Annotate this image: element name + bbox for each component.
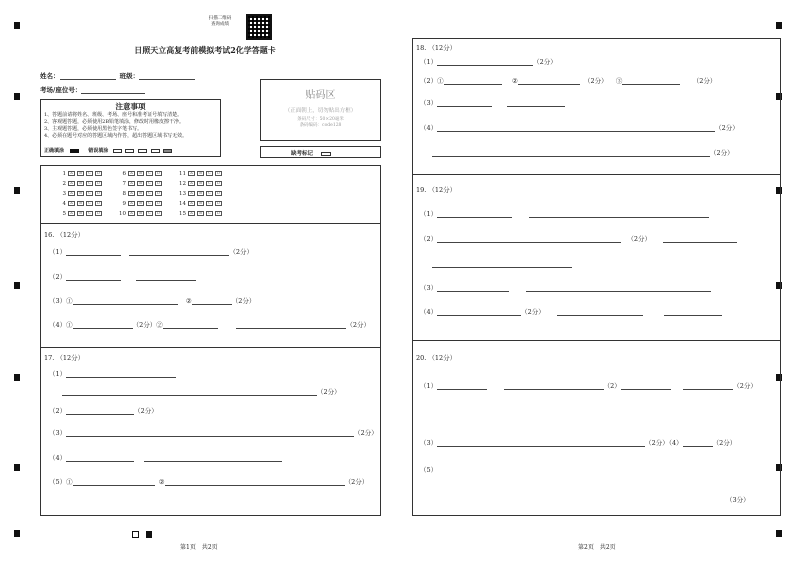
mcq-option-d[interactable]: D [215,201,222,206]
mcq-option-c[interactable]: C [86,181,93,186]
mcq-option-a[interactable]: A [128,211,135,216]
mcq-option-a[interactable]: A [188,191,195,196]
mcq-question-12 [178,181,222,188]
mcq-question-9 [118,201,162,208]
section-divider [40,347,381,348]
wrong-fill-icon [125,149,134,153]
mcq-option-d[interactable]: D [95,201,102,206]
mcq-option-a[interactable]: A [68,211,75,216]
qr-caption-line: 扫描二维码 [208,16,232,21]
mcq-number: 7 [122,181,126,187]
mcq-question-3 [58,191,102,198]
mcq-option-c[interactable]: C [146,211,153,216]
mcq-option-b[interactable]: B [197,211,204,216]
registration-mark [776,22,782,29]
mcq-option-d[interactable]: D [155,201,162,206]
mcq-option-d[interactable]: D [215,191,222,196]
section-divider [412,174,781,175]
mcq-option-b[interactable]: B [137,211,144,216]
mcq-question-6 [118,171,162,178]
mcq-option-a[interactable]: A [188,201,195,206]
registration-mark [14,93,20,100]
mcq-option-b[interactable]: B [197,171,204,176]
q20-score: （3分） [726,496,750,504]
mcq-number: 6 [122,171,126,177]
wrong-fill-icon [163,149,172,153]
fill-example [44,147,172,154]
barcode-size: 条码尺寸：50×20毫米 [297,117,344,122]
qr-caption-line: 查询成绩 [211,22,229,27]
barcode-code: 条码编码：code128 [299,123,342,128]
mcq-option-d[interactable]: D [155,181,162,186]
mcq-option-b[interactable]: B [77,181,84,186]
name-field[interactable] [40,72,195,80]
q19-line-2b[interactable] [432,260,572,268]
q18-line-1[interactable]: （1） （2分） [420,58,557,66]
mcq-number: 3 [62,191,66,197]
absent-label: 缺考标记 [291,151,314,157]
section-divider [412,340,781,341]
mcq-question-4 [58,201,102,208]
mcq-option-a[interactable]: A [68,181,75,186]
mcq-question-7 [118,181,162,188]
mcq-option-b[interactable]: B [137,191,144,196]
registration-mark [14,464,20,471]
page-number-2: 第2页 共2页 [578,544,616,551]
notice-title: 注意事项 [115,102,146,111]
notice-item: 2、客观题答题，必须使用2B铅笔填涂，修改时用橡皮擦干净。 [44,119,185,125]
mcq-question-1 [58,171,102,178]
notice-item: 4、必须在题号对应的答题区域内作答，超出答题区域书写无效。 [44,133,188,139]
registration-mark [14,282,20,289]
mcq-option-b[interactable]: B [77,211,84,216]
mcq-option-c[interactable]: C [86,191,93,196]
mcq-option-d[interactable]: D [95,171,102,176]
q20-line-1[interactable]: （1） （2） （2分） [420,382,757,390]
mcq-question-14 [178,201,222,208]
q17-line-1a[interactable]: （1） [49,370,176,378]
notice-box [40,99,221,157]
wrong-fill-icon [113,149,122,153]
mcq-option-d[interactable]: D [95,191,102,196]
question-19-title: 19. （12分） [416,186,457,194]
mcq-option-d[interactable]: D [215,181,222,186]
mcq-question-15 [178,211,222,218]
mcq-option-d[interactable]: D [155,191,162,196]
q16-line-4[interactable]: （4）① （2分）② （2分） [49,321,371,329]
mcq-option-c[interactable]: C [206,181,213,186]
mcq-option-d[interactable]: D [215,211,222,216]
registration-mark [14,530,20,537]
page-number-1: 第1页 共2页 [180,544,218,551]
mcq-number: 15 [179,211,186,217]
mcq-option-b[interactable]: B [137,181,144,186]
mcq-option-b[interactable]: B [77,191,84,196]
mcq-option-c[interactable]: C [206,191,213,196]
mcq-number: 12 [179,181,186,187]
mcq-option-a[interactable]: A [188,181,195,186]
correct-fill-icon [70,149,79,153]
name-label: 姓名： [40,72,60,80]
page-title: 日照天立高复考前模拟考试2化学答题卡 [134,45,276,55]
mcq-option-c[interactable]: C [146,191,153,196]
mcq-number: 10 [119,211,126,217]
q20-line-2[interactable]: （3） （2分）（4） （2分） [420,439,737,447]
mcq-number: 2 [62,181,66,187]
q17-line-1b[interactable]: （2分） [62,388,341,396]
mcq-question-5 [58,211,102,218]
mcq-option-b[interactable]: B [197,181,204,186]
qr-caption [200,16,240,28]
absent-mark-box[interactable] [260,146,381,158]
wrong-fill-icon [138,149,147,153]
mcq-number: 1 [62,171,66,177]
mcq-option-a[interactable]: A [128,181,135,186]
q18-line-4[interactable]: （4） （2分） [420,124,739,132]
mcq-option-b[interactable]: B [197,191,204,196]
mcq-option-c[interactable]: C [146,181,153,186]
mcq-number: 4 [62,201,66,207]
section-divider [40,223,381,224]
q20-line-3[interactable]: （5） [420,466,438,474]
page-marker-solid [146,531,152,538]
qr-code-icon [246,14,272,40]
mcq-question-10 [118,211,162,218]
mcq-option-b[interactable]: B [137,201,144,206]
mcq-option-c[interactable]: C [206,211,213,216]
registration-mark [14,374,20,381]
exam-seat-field[interactable] [40,86,145,94]
mcq-option-c[interactable]: C [86,171,93,176]
mcq-option-a[interactable]: A [68,171,75,176]
notice-item: 3、主观题答题，必须使用黑色签字笔书写。 [44,126,143,132]
mcq-option-d[interactable]: D [155,171,162,176]
registration-mark [14,187,20,194]
page-marker-hollow [132,531,139,538]
mcq-question-13 [178,191,222,198]
mcq-number: 5 [62,211,66,217]
mcq-option-a[interactable]: A [128,171,135,176]
mcq-option-a[interactable]: A [128,191,135,196]
mcq-option-d[interactable]: D [155,211,162,216]
mcq-option-c[interactable]: C [146,171,153,176]
mcq-option-a[interactable]: A [68,201,75,206]
class-label: 班级： [119,72,140,80]
mcq-option-a[interactable]: A [68,191,75,196]
mcq-option-b[interactable]: B [77,171,84,176]
exam-seat-label: 考场/座位号： [40,86,82,94]
question-17-title: 17. （12分） [44,354,85,362]
barcode-area [260,79,381,141]
mcq-number: 13 [179,191,186,197]
mcq-question-8 [118,191,162,198]
q19-line-4[interactable]: （4） （2分） [420,308,722,316]
mcq-number: 9 [122,201,126,207]
q17-line-2[interactable]: （2） （2分） [49,407,158,415]
mcq-option-d[interactable]: D [95,211,102,216]
mcq-question-2 [58,181,102,188]
mcq-option-c[interactable]: C [206,171,213,176]
q16-line-2[interactable]: （2） [49,273,196,281]
notice-list [44,112,220,140]
q19-line-3[interactable]: （3） [420,284,711,292]
notice-item: 1、答题前请将姓名、班级、考场、座号和准考证号填写清楚。 [44,112,183,118]
mcq-question-11 [178,171,222,178]
question-18-title: 18. （12分） [416,44,457,52]
q17-line-4[interactable]: （4） [49,454,282,462]
registration-mark [776,530,782,537]
mcq-number: 8 [122,191,126,197]
mcq-option-a[interactable]: A [188,171,195,176]
mcq-number: 14 [179,201,186,207]
wrong-fill-label: 错误填涂 [88,148,109,154]
q18-line-5[interactable]: （2分） [432,149,734,157]
mcq-option-a[interactable]: A [128,201,135,206]
mcq-option-c[interactable]: C [146,201,153,206]
q19-line-1[interactable]: （1） [420,210,709,218]
mcq-option-b[interactable]: B [77,201,84,206]
mcq-option-d[interactable]: D [215,171,222,176]
mcq-option-c[interactable]: C [86,201,93,206]
mcq-number: 11 [179,171,186,177]
q19-line-2[interactable]: （2） （2分） [420,235,737,243]
wrong-fill-icon [151,149,160,153]
mcq-option-a[interactable]: A [188,211,195,216]
mcq-option-b[interactable]: B [137,171,144,176]
barcode-title: 贴码区 [305,90,336,101]
q16-line-1[interactable]: （1） （2分） [49,248,254,256]
question-20-title: 20. （12分） [416,354,457,362]
q18-line-2[interactable]: （2）① ② （2分） ③ （2分） [420,77,717,85]
q16-line-3[interactable]: （3）① ② （2分） [49,297,256,305]
mcq-option-c[interactable]: C [206,201,213,206]
q18-line-3[interactable]: （3） [420,99,565,107]
absent-checkbox[interactable] [321,152,331,156]
barcode-hint: （正面朝上，切勿贴出方框） [284,108,357,114]
q17-line-3[interactable]: （3） （2分） [49,429,378,437]
mcq-option-c[interactable]: C [86,211,93,216]
correct-fill-label: 正确填涂 [44,148,65,154]
mcq-option-b[interactable]: B [197,201,204,206]
mcq-option-d[interactable]: D [95,181,102,186]
question-16-title: 16. （12分） [44,231,85,239]
registration-mark [14,22,20,29]
q17-line-5[interactable]: （5）① ② （2分） [49,478,369,486]
